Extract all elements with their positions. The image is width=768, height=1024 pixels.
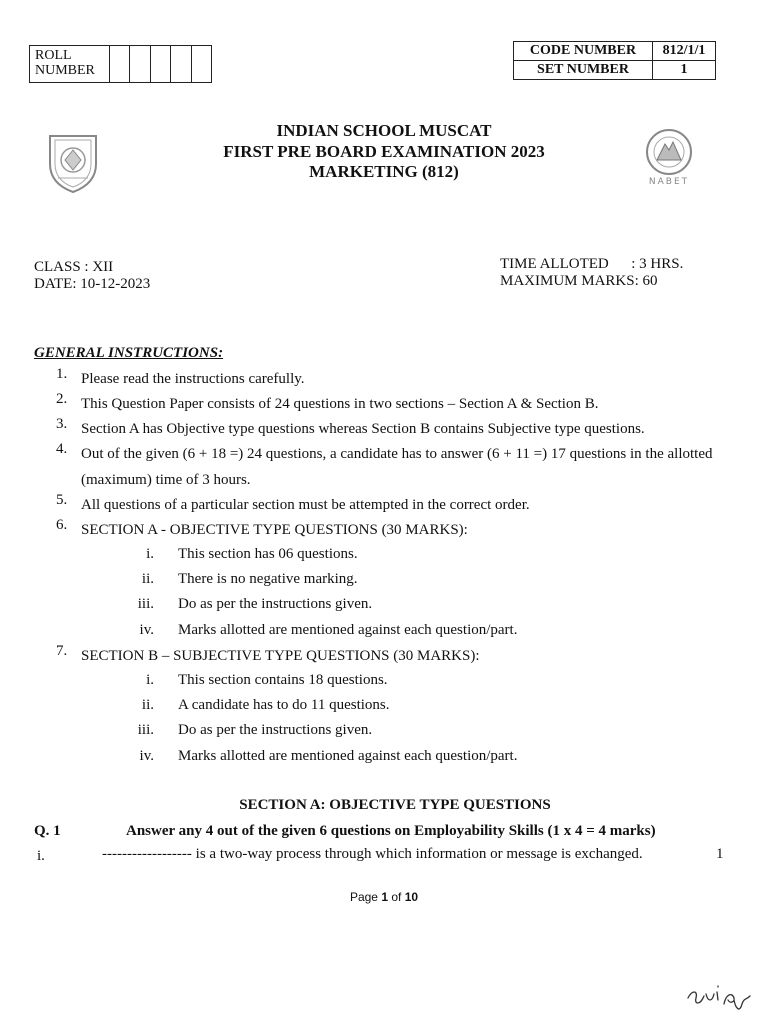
question-number: Q. 1 [34,823,61,839]
time-allotted: TIME ALLOTED : 3 HRS. [500,256,684,272]
school-name: INDIAN SCHOOL MUSCAT [276,121,492,140]
nabet-text: NABET [648,177,690,186]
page-footer: Page 1 of 10 [349,890,419,904]
roll-cell [151,46,171,82]
section-a-sub-item: ii. There is no negative marking. [141,571,358,587]
subject-title: MARKETING (812) [309,162,459,181]
instruction-item: 3. Section A has Objective type questions whereas Section B contains Subjective type questions. [56,416,645,437]
section-b-sub-item: i. This section contains 18 questions. [146,672,388,688]
instruction-item: 4. Out of the given (6 + 18 =) 24 questions, a candidate has to answer (6 + 11 =) 17 questions in the allotted (maximum) time of 3 hours. [56,441,713,488]
date-info: DATE: 10-12-2023 [34,276,151,292]
section-b-sub-item: ii. A candidate has to do 11 questions. [141,697,390,713]
exam-title: FIRST PRE BOARD EXAMINATION 2023 [223,142,545,161]
question-heading: Answer any 4 out of the given 6 questions on Employability Skills (1 x 4 = 4 marks) [126,823,656,839]
code-number-table [513,41,716,80]
roll-number-label: ROLL NUMBER [30,46,110,82]
code-number-label: CODE NUMBER [514,42,653,61]
section-b-sub-item: iv. Marks allotted are mentioned against each question/part. [139,748,518,764]
section-a-sub-item: iv. Marks allotted are mentioned against each question/part. [139,622,518,638]
roll-cell [192,46,211,82]
sub-question-number: i. [37,848,45,864]
maximum-marks: MAXIMUM MARKS: 60 [500,273,658,289]
handwritten-signature [684,976,754,1021]
roll-number-box [29,45,212,83]
section-b-sub-item: iii. Do as per the instructions given. [137,722,373,738]
instruction-item: 1. Please read the instructions carefully. [56,366,305,387]
roll-cell [171,46,191,82]
code-number-value: 812/1/1 [653,42,716,61]
set-number-label: SET NUMBER [514,61,653,80]
general-instructions-title: GENERAL INSTRUCTIONS: [34,345,224,361]
section-a-title: SECTION A: OBJECTIVE TYPE QUESTIONS [239,797,551,813]
roll-cell [130,46,150,82]
instruction-item: 5. All questions of a particular section must be attempted in the correct order. [56,492,530,513]
roll-cell [110,46,130,82]
section-a-sub-item: iii. Do as per the instructions given. [137,596,373,612]
class-info: CLASS : XII [34,259,114,275]
instruction-item: 6. SECTION A - OBJECTIVE TYPE QUESTIONS (30 MARKS): [56,517,468,538]
section-a-sub-item: i. This section has 06 questions. [146,546,358,562]
instruction-item: 7. SECTION B – SUBJECTIVE TYPE QUESTIONS (30 MARKS): [56,643,480,664]
instruction-item: 2. This Question Paper consists of 24 questions in two sections – Section A & Section B. [56,391,599,412]
sub-question-text: ------------------ is a two-way process through which information or message is exchanged. [102,846,643,862]
sub-question-marks: 1 [716,846,724,862]
set-number-value: 1 [653,61,716,80]
